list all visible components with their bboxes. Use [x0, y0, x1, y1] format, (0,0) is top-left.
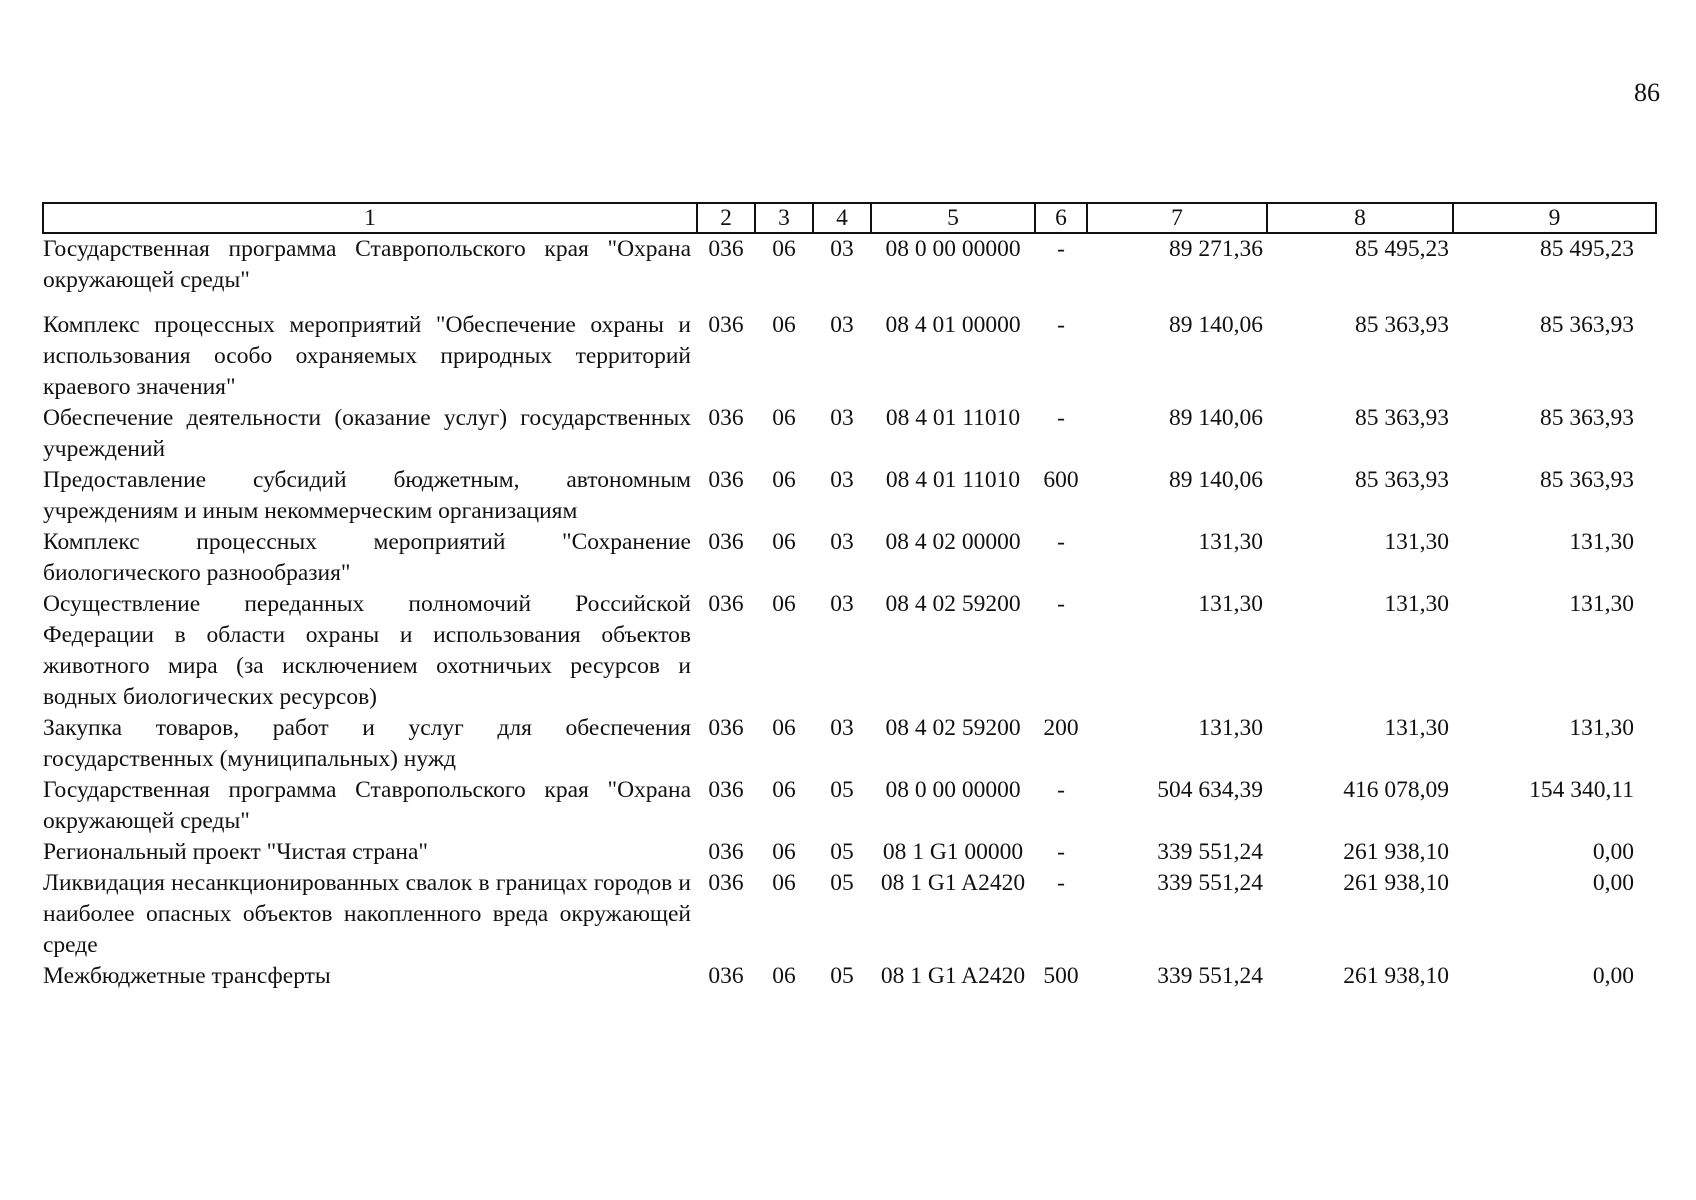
- row-target-article: 08 4 01 11010: [885, 467, 1021, 493]
- row-amount-col9: 85 363,93: [1540, 405, 1634, 431]
- row-amount-col9: 131,30: [1569, 529, 1634, 555]
- header-cell: 3: [755, 203, 813, 233]
- row-section-code: 06: [772, 591, 796, 617]
- row-section-code: 06: [772, 839, 796, 865]
- row-section-code: 06: [772, 715, 796, 741]
- row-section-code: 06: [772, 963, 796, 989]
- row-ministry-code: 036: [708, 529, 744, 555]
- row-target-article: 08 4 02 59200: [885, 591, 1021, 617]
- row-target-article: 08 0 00 00000: [885, 236, 1021, 262]
- row-section-code: 06: [772, 236, 796, 262]
- row-amount-col7: 131,30: [1198, 591, 1263, 617]
- row-section-code: 06: [772, 777, 796, 803]
- row-amount-col7: 339 551,24: [1157, 963, 1263, 989]
- header-cell: 7: [1087, 203, 1267, 233]
- row-target-article: 08 4 01 00000: [885, 312, 1021, 338]
- row-target-article: 08 4 02 00000: [885, 529, 1021, 555]
- row-amount-col8: 85 363,93: [1355, 467, 1449, 493]
- table-row: [43, 233, 1656, 310]
- row-expense-type: -: [1057, 870, 1065, 896]
- row-expense-type: 200: [1043, 715, 1079, 741]
- row-subsection-code: 03: [830, 405, 854, 431]
- row-section-code: 06: [772, 312, 796, 338]
- row-expense-type: -: [1057, 236, 1065, 262]
- row-amount-col9: 85 495,23: [1540, 236, 1634, 262]
- row-amount-col9: 131,30: [1569, 591, 1634, 617]
- row-expense-type: 500: [1043, 963, 1079, 989]
- row-expense-type: -: [1057, 839, 1065, 865]
- row-subsection-code: 03: [830, 236, 854, 262]
- row-name: Комплекс процессных мероприятий "Обеспечение охраны и использования особо охраняемых природных территорий краевого значения": [43, 312, 691, 400]
- row-subsection-code: 03: [830, 529, 854, 555]
- row-ministry-code: 036: [708, 236, 744, 262]
- row-amount-col9: 85 363,93: [1540, 467, 1634, 493]
- budget-table: [42, 202, 1657, 992]
- row-amount-col7: 89 140,06: [1169, 312, 1263, 338]
- row-expense-type: 600: [1043, 467, 1079, 493]
- table-row: [43, 465, 1656, 527]
- header-cell: 2: [697, 203, 755, 233]
- table-row: [43, 868, 1656, 961]
- table-row: [43, 837, 1656, 868]
- table-row: [43, 527, 1656, 589]
- header-cell: 5: [871, 203, 1035, 233]
- row-amount-col7: 339 551,24: [1157, 839, 1263, 865]
- row-target-article: 08 1 G1 A2420: [880, 870, 1026, 896]
- row-amount-col8: 85 363,93: [1355, 405, 1449, 431]
- row-amount-col9: 131,30: [1569, 715, 1634, 741]
- row-amount-col9: 154 340,11: [1529, 777, 1634, 803]
- row-amount-col8: 131,30: [1384, 529, 1449, 555]
- row-expense-type: -: [1057, 777, 1065, 803]
- row-name: Закупка товаров, работ и услуг для обеспечения государственных (муниципальных) нужд: [43, 715, 691, 772]
- row-ministry-code: 036: [708, 777, 744, 803]
- row-section-code: 06: [772, 529, 796, 555]
- header-cell: 4: [813, 203, 871, 233]
- row-name: Государственная программа Ставропольского края "Охрана окружающей среды": [43, 236, 691, 293]
- table-row: [43, 775, 1656, 837]
- row-subsection-code: 03: [830, 312, 854, 338]
- row-name: Предоставление субсидий бюджетным, автономным учреждениям и иным некоммерческим организациям: [43, 467, 691, 524]
- row-subsection-code: 03: [830, 467, 854, 493]
- row-ministry-code: 036: [708, 839, 744, 865]
- row-ministry-code: 036: [708, 312, 744, 338]
- row-expense-type: -: [1057, 405, 1065, 431]
- row-ministry-code: 036: [708, 715, 744, 741]
- row-amount-col9: 0,00: [1592, 870, 1634, 896]
- row-subsection-code: 05: [830, 839, 854, 865]
- row-expense-type: -: [1057, 312, 1065, 338]
- row-amount-col8: 131,30: [1384, 715, 1449, 741]
- row-ministry-code: 036: [708, 467, 744, 493]
- page-number: 86: [1634, 78, 1660, 107]
- row-name: Обеспечение деятельности (оказание услуг) государственных учреждений: [43, 405, 691, 462]
- row-name: Ликвидация несанкционированных свалок в границах городов и наиболее опасных объектов накопленного вреда окружающей среде: [43, 870, 691, 958]
- row-section-code: 06: [772, 405, 796, 431]
- row-amount-col7: 504 634,39: [1157, 777, 1263, 803]
- row-target-article: 08 1 G1 A2420: [880, 963, 1026, 989]
- header-cell: 6: [1035, 203, 1087, 233]
- row-name: Государственная программа Ставропольского края "Охрана окружающей среды": [43, 777, 691, 834]
- row-ministry-code: 036: [708, 963, 744, 989]
- header-cell: 9: [1453, 203, 1656, 233]
- row-amount-col8: 261 938,10: [1343, 963, 1449, 989]
- row-amount-col8: 85 363,93: [1355, 312, 1449, 338]
- row-subsection-code: 03: [830, 591, 854, 617]
- row-subsection-code: 05: [830, 777, 854, 803]
- table-row: [43, 713, 1656, 775]
- header-row: [43, 203, 1656, 233]
- row-amount-col7: 339 551,24: [1157, 870, 1263, 896]
- row-target-article: 08 4 02 59200: [885, 715, 1021, 741]
- row-subsection-code: 03: [830, 715, 854, 741]
- row-amount-col8: 131,30: [1384, 591, 1449, 617]
- row-target-article: 08 1 G1 00000: [882, 839, 1024, 865]
- row-expense-type: -: [1057, 591, 1065, 617]
- header-cell: 8: [1267, 203, 1453, 233]
- row-name: Межбюджетные трансферты: [43, 963, 331, 989]
- row-expense-type: -: [1057, 529, 1065, 555]
- row-amount-col8: 261 938,10: [1343, 870, 1449, 896]
- row-section-code: 06: [772, 467, 796, 493]
- row-subsection-code: 05: [830, 870, 854, 896]
- row-amount-col7: 89 140,06: [1169, 467, 1263, 493]
- row-ministry-code: 036: [708, 870, 744, 896]
- row-amount-col7: 89 271,36: [1169, 236, 1263, 262]
- row-amount-col9: 0,00: [1592, 839, 1634, 865]
- row-name: Осуществление переданных полномочий Российской Федерации в области охраны и использования объектов животного мира (за исключением охотничьих ресурсов и водных биологических ресурсов): [43, 591, 691, 710]
- table-row: [43, 310, 1656, 403]
- row-amount-col8: 416 078,09: [1343, 777, 1449, 803]
- row-target-article: 08 0 00 00000: [885, 777, 1021, 803]
- table-row: [43, 403, 1656, 465]
- table-row: [43, 961, 1656, 992]
- row-name: Комплекс процессных мероприятий "Сохранение биологического разнообразия": [43, 529, 691, 586]
- row-name: Региональный проект "Чистая страна": [43, 839, 428, 865]
- row-amount-col7: 89 140,06: [1169, 405, 1263, 431]
- row-ministry-code: 036: [708, 405, 744, 431]
- row-section-code: 06: [772, 870, 796, 896]
- row-subsection-code: 05: [830, 963, 854, 989]
- row-ministry-code: 036: [708, 591, 744, 617]
- row-amount-col8: 85 495,23: [1355, 236, 1449, 262]
- row-target-article: 08 4 01 11010: [885, 405, 1021, 431]
- header-cell: 1: [43, 203, 697, 233]
- row-amount-col9: 85 363,93: [1540, 312, 1634, 338]
- table-row: [43, 589, 1656, 713]
- row-amount-col7: 131,30: [1198, 529, 1263, 555]
- row-amount-col7: 131,30: [1198, 715, 1263, 741]
- row-amount-col9: 0,00: [1592, 963, 1634, 989]
- row-amount-col8: 261 938,10: [1343, 839, 1449, 865]
